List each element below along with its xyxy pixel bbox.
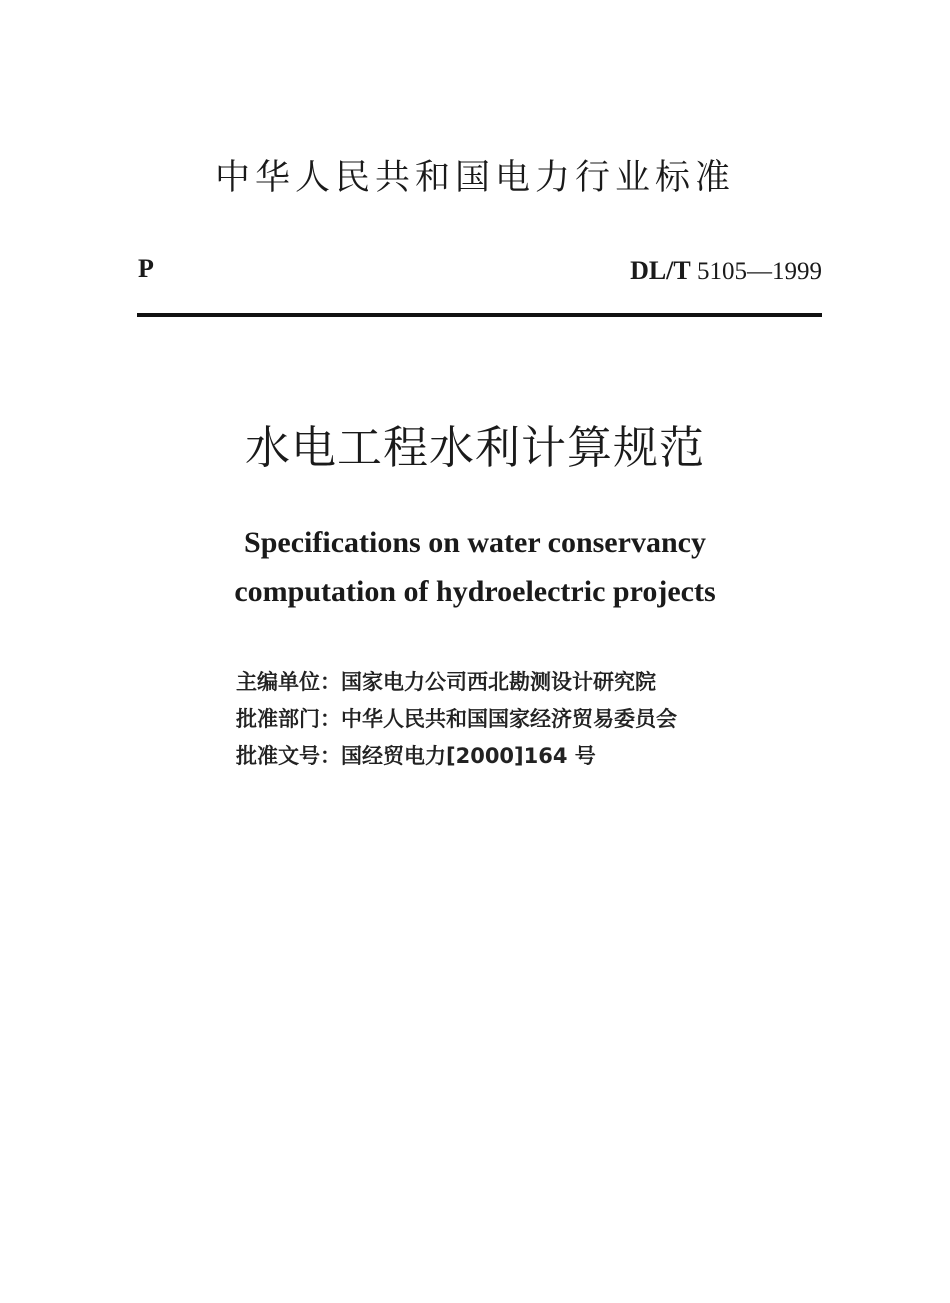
approving-department: 批准部门：中华人民共和国国家经济贸易委员会 [236, 707, 677, 731]
chinese-title: 水电工程水利计算规范 [244, 421, 705, 474]
classification-letter: P [138, 254, 154, 283]
approval-document-number: 批准文号：国经贸电力[2000]164 号 [236, 744, 596, 768]
standard-code-prefix: DL/T [630, 256, 691, 285]
industry-standard-heading: 中华人民共和国电力行业标准 [214, 158, 735, 198]
approval-info [236, 664, 677, 775]
header-divider [137, 313, 822, 317]
english-title-line-1: Specifications on water conservancy [244, 526, 706, 559]
standard-code-number: 5105—1999 [697, 258, 822, 285]
english-title-line-2: computation of hydroelectric projects [234, 575, 716, 608]
editor-unit: 主编单位：国家电力公司西北勘测设计研究院 [236, 670, 656, 694]
standard-code [630, 254, 822, 289]
english-title [0, 518, 950, 616]
